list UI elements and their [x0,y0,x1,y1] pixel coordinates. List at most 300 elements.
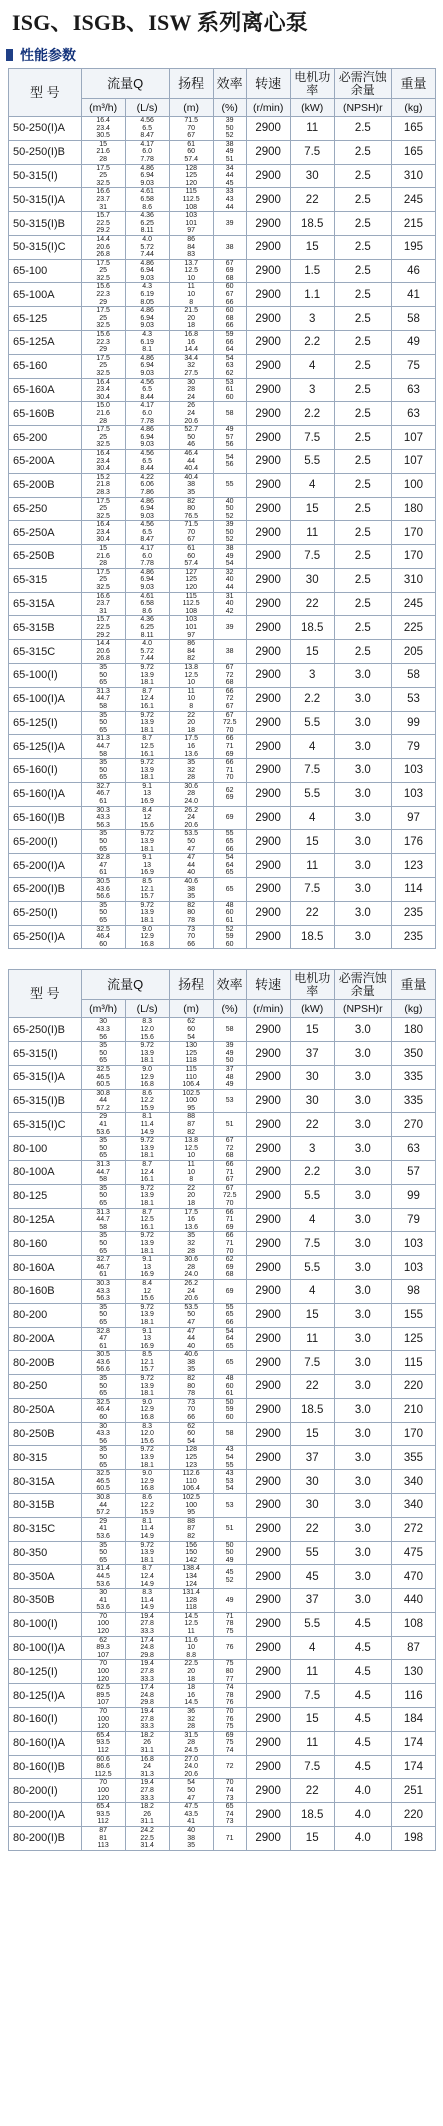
npsh-cell: 3.0 [334,1208,391,1232]
speed-cell: 2900 [246,1256,290,1280]
model-cell: 80-200A [9,1327,82,1351]
speed-cell: 2900 [246,830,290,854]
efficiency-cell: 59 66 64 [213,331,246,355]
weight-cell: 210 [391,1398,435,1422]
model-cell: 80-315 [9,1446,82,1470]
power-cell: 18.5 [290,1398,334,1422]
npsh-cell: 3.0 [334,1422,391,1446]
efficiency-cell: 52 59 60 [213,925,246,949]
table-row [9,1660,436,1684]
efficiency-cell: 31 40 42 [213,592,246,616]
header-speed: 转速 [246,69,290,99]
flow-m3h-cell: 35 50 65 [81,1137,125,1161]
speed-cell: 2900 [246,1731,290,1755]
flow-m3h-cell: 30.5 43.6 56.6 [81,878,125,902]
flow-ls-cell: 9.1 13 16.9 [125,1327,169,1351]
model-cell: 65-125 [9,307,82,331]
npsh-cell: 2.5 [334,497,391,521]
speed-cell: 2900 [246,878,290,902]
head-cell: 61 60 57.4 [169,140,213,164]
flow-ls-cell: 9.72 13.9 18.1 [125,1541,169,1565]
head-cell: 34.4 32 27.5 [169,354,213,378]
speed-cell: 2900 [246,1684,290,1708]
efficiency-cell: 58 [213,402,246,426]
power-cell: 11 [290,1731,334,1755]
efficiency-cell: 53 [213,1493,246,1517]
speed-cell: 2900 [246,711,290,735]
weight-cell: 180 [391,1018,435,1042]
efficiency-cell: 38 [213,640,246,664]
flow-ls-cell: 8.4 12 15.6 [125,1279,169,1303]
flow-m3h-cell: 31.3 44.7 58 [81,1208,125,1232]
model-cell: 80-160B [9,1279,82,1303]
npsh-cell: 4.5 [334,1755,391,1779]
efficiency-cell: 60 67 66 [213,283,246,307]
flow-ls-cell: 8.6 12.2 15.9 [125,1493,169,1517]
speed-cell: 2900 [246,1018,290,1042]
flow-m3h-cell: 30.3 43.3 56.3 [81,1279,125,1303]
flow-ls-cell: 16.8 24 31.3 [125,1755,169,1779]
speed-cell: 2900 [246,1375,290,1399]
flow-m3h-cell: 70 100 120 [81,1708,125,1732]
power-cell: 5.5 [290,1612,334,1636]
efficiency-cell: 71 [213,1826,246,1850]
weight-cell: 355 [391,1446,435,1470]
flow-m3h-cell: 31.3 44.7 58 [81,687,125,711]
weight-cell: 170 [391,521,435,545]
npsh-cell: 2.5 [334,426,391,450]
head-cell: 17.5 16 13.6 [169,1208,213,1232]
flow-ls-cell: 9.1 13 16.9 [125,782,169,806]
table-row [9,140,436,164]
efficiency-cell: 51 [213,1517,246,1541]
npsh-cell: 2.5 [334,640,391,664]
speed-cell: 2900 [246,1042,290,1066]
speed-cell: 2900 [246,1089,290,1113]
speed-cell: 2900 [246,901,290,925]
head-cell: 14.5 12.5 11 [169,1612,213,1636]
model-cell: 80-160(I)A [9,1731,82,1755]
weight-cell: 170 [391,545,435,569]
power-cell: 7.5 [290,1351,334,1375]
efficiency-cell: 48 60 61 [213,901,246,925]
model-cell: 65-315B [9,616,82,640]
efficiency-cell: 66 71 69 [213,735,246,759]
table-row [9,1708,436,1732]
weight-cell: 115 [391,1351,435,1375]
power-cell: 4 [290,806,334,830]
unit-flow-ls: (L/s) [125,99,169,117]
efficiency-cell: 55 65 66 [213,830,246,854]
efficiency-cell: 66 71 70 [213,1232,246,1256]
model-cell: 80-100A [9,1161,82,1185]
flow-ls-cell: 4.61 6.58 8.6 [125,188,169,212]
flow-ls-cell: 9.72 13.9 18.1 [125,901,169,925]
header-efficiency: 效率 [213,970,246,1000]
weight-cell: 235 [391,901,435,925]
efficiency-cell: 69 [213,806,246,830]
table-row [9,1018,436,1042]
power-cell: 55 [290,1541,334,1565]
flow-m3h-cell: 32.7 46.7 61 [81,1256,125,1280]
npsh-cell: 3.0 [334,1375,391,1399]
weight-cell: 180 [391,497,435,521]
speed-cell: 2900 [246,1803,290,1827]
weight-cell: 310 [391,568,435,592]
weight-cell: 170 [391,1422,435,1446]
flow-m3h-cell: 35 50 65 [81,1184,125,1208]
speed-cell: 2900 [246,1612,290,1636]
flow-ls-cell: 17.4 24.8 29.8 [125,1684,169,1708]
flow-m3h-cell: 30 41 53.6 [81,1589,125,1613]
power-cell: 15 [290,830,334,854]
header-weight: 重量 [391,970,435,1000]
speed-cell: 2900 [246,1422,290,1446]
flow-ls-cell: 8.4 12 15.6 [125,806,169,830]
efficiency-cell: 65 [213,878,246,902]
head-cell: 47.5 43.5 41 [169,1803,213,1827]
table-row [9,592,436,616]
flow-ls-cell: 17.4 24.8 29.8 [125,1636,169,1660]
npsh-cell: 2.5 [334,188,391,212]
npsh-cell: 2.5 [334,616,391,640]
head-cell: 21.5 20 18 [169,307,213,331]
efficiency-cell: 65 [213,1351,246,1375]
head-cell: 130 125 118 [169,1042,213,1066]
npsh-cell: 4.0 [334,1826,391,1850]
table-header [9,69,436,117]
header-speed: 转速 [246,970,290,1000]
speed-cell: 2900 [246,735,290,759]
weight-cell: 63 [391,378,435,402]
flow-m3h-cell: 30.5 43.6 56.6 [81,1351,125,1375]
speed-cell: 2900 [246,1065,290,1089]
performance-table-2 [8,969,436,1850]
model-cell: 80-125A [9,1208,82,1232]
head-cell: 138.4 134 124 [169,1565,213,1589]
flow-m3h-cell: 17.5 25 32.5 [81,568,125,592]
model-cell: 80-250B [9,1422,82,1446]
weight-cell: 155 [391,1303,435,1327]
unit-weight: (kg) [391,99,435,117]
model-cell: 65-250A [9,521,82,545]
table-row [9,925,436,949]
model-cell: 80-350A [9,1565,82,1589]
model-cell: 65-100(I) [9,663,82,687]
flow-m3h-cell: 32.5 46.5 60.5 [81,1065,125,1089]
head-cell: 156 150 142 [169,1541,213,1565]
npsh-cell: 3.0 [334,1232,391,1256]
efficiency-cell: 39 50 52 [213,117,246,141]
head-cell: 11.6 10 8.8 [169,1636,213,1660]
power-cell: 30 [290,1493,334,1517]
model-cell: 65-200(I)A [9,854,82,878]
head-cell: 131.4 128 118 [169,1589,213,1613]
flow-ls-cell: 9.72 13.9 18.1 [125,663,169,687]
head-cell: 88 87 82 [169,1113,213,1137]
model-cell: 80-200(I)A [9,1803,82,1827]
speed-cell: 2900 [246,117,290,141]
efficiency-cell: 71 78 75 [213,1612,246,1636]
weight-cell: 165 [391,140,435,164]
flow-ls-cell: 4.86 6.94 9.03 [125,164,169,188]
head-cell: 30.6 28 24.0 [169,1256,213,1280]
speed-cell: 2900 [246,1826,290,1850]
power-cell: 22 [290,592,334,616]
flow-m3h-cell: 62.5 89.5 107 [81,1684,125,1708]
unit-weight: (kg) [391,1000,435,1018]
head-cell: 30 28 24 [169,378,213,402]
table-body-2 [9,1018,436,1850]
table-body-1 [9,117,436,949]
head-cell: 22 20 18 [169,711,213,735]
weight-cell: 41 [391,283,435,307]
power-cell: 37 [290,1042,334,1066]
weight-cell: 130 [391,1660,435,1684]
table-row [9,212,436,236]
model-cell: 50-315(I)C [9,235,82,259]
table-row [9,1042,436,1066]
model-cell: 65-160B [9,402,82,426]
table-row [9,259,436,283]
table-row [9,1731,436,1755]
head-cell: 36 32 28 [169,1708,213,1732]
efficiency-cell: 49 [213,1589,246,1613]
speed-cell: 2900 [246,188,290,212]
head-cell: 73 70 66 [169,1398,213,1422]
npsh-cell: 3.0 [334,1327,391,1351]
model-cell: 65-315(I)A [9,1065,82,1089]
header-weight: 重量 [391,69,435,99]
power-cell: 22 [290,1375,334,1399]
model-cell: 65-250 [9,497,82,521]
efficiency-cell: 32 40 44 [213,568,246,592]
model-cell: 80-200(I) [9,1779,82,1803]
weight-cell: 235 [391,925,435,949]
model-cell: 65-125A [9,331,82,355]
speed-cell: 2900 [246,402,290,426]
table-row [9,426,436,450]
speed-cell: 2900 [246,1327,290,1351]
weight-cell: 251 [391,1779,435,1803]
efficiency-cell: 65 74 73 [213,1803,246,1827]
flow-ls-cell: 9.72 13.9 18.1 [125,759,169,783]
table-row [9,283,436,307]
flow-ls-cell: 19.4 27.8 33.3 [125,1660,169,1684]
flow-ls-cell: 9.72 13.9 18.1 [125,1137,169,1161]
model-cell: 80-250 [9,1375,82,1399]
speed-cell: 2900 [246,1208,290,1232]
flow-ls-cell: 4.86 6.94 9.03 [125,354,169,378]
speed-cell: 2900 [246,687,290,711]
flow-m3h-cell: 62 89.3 107 [81,1636,125,1660]
speed-cell: 2900 [246,663,290,687]
section-title: 性能参数 [20,47,76,63]
flow-ls-cell: 9.0 12.9 16.8 [125,1398,169,1422]
table-row [9,449,436,473]
head-cell: 102.5 100 95 [169,1089,213,1113]
head-cell: 46.4 44 40.4 [169,449,213,473]
table-row [9,1161,436,1185]
table-row [9,1137,436,1161]
efficiency-cell: 67 72 68 [213,663,246,687]
weight-cell: 184 [391,1708,435,1732]
power-cell: 15 [290,235,334,259]
npsh-cell: 3.0 [334,663,391,687]
head-cell: 40 38 35 [169,1826,213,1850]
efficiency-cell: 54 64 65 [213,854,246,878]
npsh-cell: 2.5 [334,545,391,569]
model-cell: 65-160 [9,354,82,378]
flow-m3h-cell: 35 50 65 [81,1232,125,1256]
flow-ls-cell: 4.56 6.5 8.47 [125,117,169,141]
flow-m3h-cell: 87 81 113 [81,1826,125,1850]
head-cell: 102.5 100 95 [169,1493,213,1517]
model-cell: 80-350 [9,1541,82,1565]
npsh-cell: 3.0 [334,782,391,806]
page-title: ISG、ISGB、ISW 系列离心泵 [12,10,308,35]
model-cell: 80-160(I)B [9,1755,82,1779]
npsh-cell: 2.5 [334,449,391,473]
weight-cell: 63 [391,402,435,426]
weight-cell: 57 [391,1161,435,1185]
table-row [9,1517,436,1541]
model-cell: 65-250B [9,545,82,569]
flow-m3h-cell: 70 100 120 [81,1660,125,1684]
flow-m3h-cell: 16.4 23.4 30.4 [81,449,125,473]
efficiency-cell: 37 48 49 [213,1065,246,1089]
head-cell: 40.6 38 35 [169,1351,213,1375]
section-header [0,44,443,66]
speed-cell: 2900 [246,1755,290,1779]
head-cell: 54 50 47 [169,1779,213,1803]
efficiency-cell: 50 50 49 [213,1541,246,1565]
section-marker [6,49,13,61]
model-cell: 65-100 [9,259,82,283]
head-cell: 86 84 83 [169,235,213,259]
npsh-cell: 4.0 [334,1803,391,1827]
npsh-cell: 3.0 [334,806,391,830]
efficiency-cell: 70 76 75 [213,1708,246,1732]
flow-ls-cell: 8.7 12.4 16.1 [125,687,169,711]
power-cell: 15 [290,1708,334,1732]
flow-m3h-cell: 15.2 21.8 28.3 [81,473,125,497]
flow-ls-cell: 8.7 12.4 14.9 [125,1565,169,1589]
weight-cell: 75 [391,354,435,378]
flow-m3h-cell: 65.4 93.5 112 [81,1731,125,1755]
efficiency-cell: 76 [213,1636,246,1660]
power-cell: 15 [290,1422,334,1446]
flow-ls-cell: 19.4 27.8 33.3 [125,1779,169,1803]
table-row [9,1636,436,1660]
weight-cell: 103 [391,1256,435,1280]
weight-cell: 225 [391,616,435,640]
table-row [9,878,436,902]
weight-cell: 335 [391,1065,435,1089]
speed-cell: 2900 [246,1137,290,1161]
head-cell: 11 10 8 [169,1161,213,1185]
table-row [9,854,436,878]
speed-cell: 2900 [246,1398,290,1422]
flow-m3h-cell: 32.5 46.5 60.5 [81,1470,125,1494]
flow-ls-cell: 24.2 22.5 31.4 [125,1826,169,1850]
flow-ls-cell: 4.3 6.19 8.05 [125,283,169,307]
table-row [9,188,436,212]
speed-cell: 2900 [246,1184,290,1208]
speed-cell: 2900 [246,616,290,640]
flow-m3h-cell: 30.8 44 57.2 [81,1089,125,1113]
npsh-cell: 3.0 [334,1042,391,1066]
power-cell: 4 [290,473,334,497]
flow-ls-cell: 4.61 6.58 8.6 [125,592,169,616]
npsh-cell: 3.0 [334,759,391,783]
flow-ls-cell: 4.86 6.94 9.03 [125,568,169,592]
npsh-cell: 4.5 [334,1612,391,1636]
model-cell: 65-100A [9,283,82,307]
flow-ls-cell: 4.0 5.72 7.44 [125,640,169,664]
head-cell: 82 80 78 [169,1375,213,1399]
head-cell: 62 60 54 [169,1422,213,1446]
model-cell: 65-200B [9,473,82,497]
npsh-cell: 2.5 [334,259,391,283]
efficiency-cell: 34 44 45 [213,164,246,188]
efficiency-cell: 49 57 56 [213,426,246,450]
flow-m3h-cell: 16.6 23.7 31 [81,188,125,212]
table-row [9,759,436,783]
head-cell: 73 70 66 [169,925,213,949]
power-cell: 7.5 [290,1755,334,1779]
power-cell: 22 [290,188,334,212]
speed-cell: 2900 [246,592,290,616]
npsh-cell: 4.5 [334,1708,391,1732]
speed-cell: 2900 [246,806,290,830]
flow-ls-cell: 9.72 13.9 18.1 [125,1042,169,1066]
speed-cell: 2900 [246,1541,290,1565]
efficiency-cell: 70 74 73 [213,1779,246,1803]
npsh-cell: 4.5 [334,1660,391,1684]
speed-cell: 2900 [246,1779,290,1803]
head-cell: 11 10 8 [169,283,213,307]
head-cell: 47 44 40 [169,854,213,878]
speed-cell: 2900 [246,1303,290,1327]
power-cell: 37 [290,1589,334,1613]
weight-cell: 99 [391,1184,435,1208]
weight-cell: 270 [391,1113,435,1137]
efficiency-cell: 38 49 51 [213,140,246,164]
head-cell: 62 60 54 [169,1018,213,1042]
npsh-cell: 3.0 [334,1470,391,1494]
header-flow: 流量Q [81,970,169,1000]
power-cell: 7.5 [290,426,334,450]
head-cell: 71.5 70 67 [169,521,213,545]
flow-ls-cell: 4.56 6.5 8.44 [125,449,169,473]
table-row [9,497,436,521]
head-cell: 30.6 28 24.0 [169,782,213,806]
power-cell: 30 [290,1470,334,1494]
speed-cell: 2900 [246,164,290,188]
npsh-cell: 2.5 [334,235,391,259]
speed-cell: 2900 [246,259,290,283]
efficiency-cell: 51 [213,1113,246,1137]
table-row [9,1113,436,1137]
table-row [9,616,436,640]
npsh-cell: 4.0 [334,1779,391,1803]
efficiency-cell: 55 [213,473,246,497]
table-row [9,164,436,188]
weight-cell: 116 [391,1684,435,1708]
power-cell: 18.5 [290,616,334,640]
unit-flow-m3h: (m³/h) [81,99,125,117]
